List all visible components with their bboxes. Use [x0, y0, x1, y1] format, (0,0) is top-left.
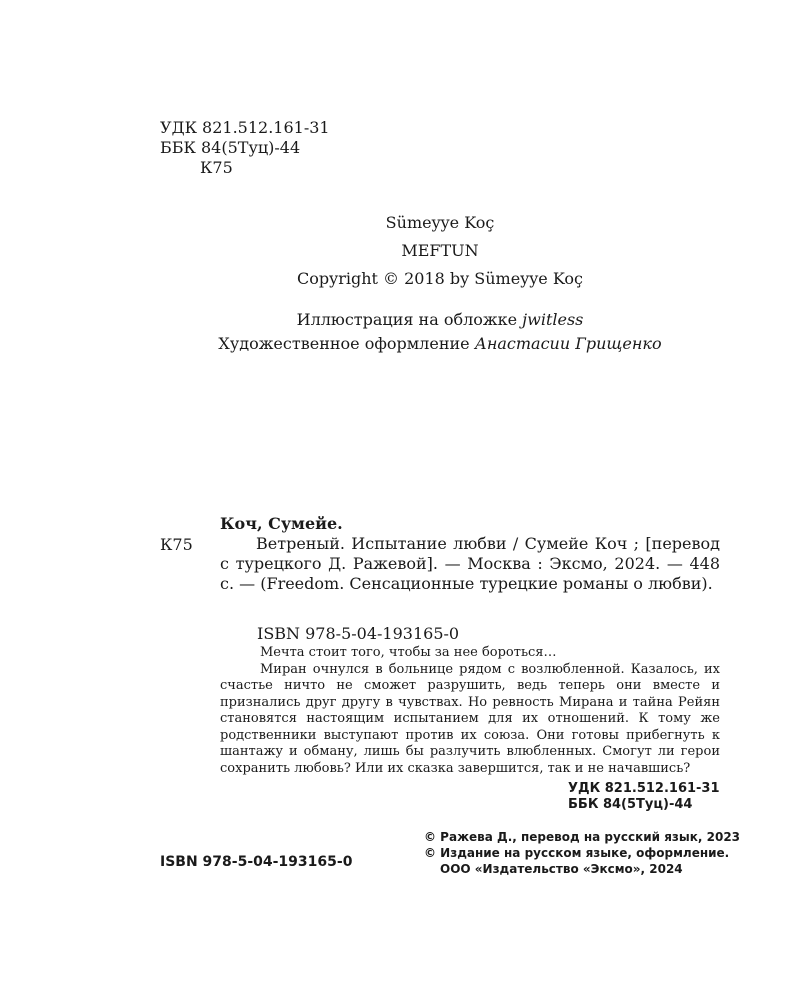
original-copyright: Copyright © 2018 by Sümeyye Koç: [297, 269, 583, 288]
udk-code-bottom: УДК 821.512.161-31: [568, 781, 720, 796]
bibliographic-isbn: ISBN 978-5-04-193165-0: [257, 624, 460, 643]
illustration-credit: [0, 310, 800, 329]
classification-block-bottom: [568, 781, 720, 813]
classification-block-top: [160, 118, 330, 178]
copyright-translation: © Ражева Д., перевод на русский язык, 2023: [424, 830, 741, 844]
bibliographic-author: Коч, Сумейе.: [220, 514, 343, 533]
copyright-notices: [424, 829, 740, 877]
illustrator-name: jwitless: [522, 310, 584, 329]
isbn-bottom: ISBN 978-5-04-193165-0: [160, 854, 353, 870]
bibliographic-code: К75: [160, 535, 193, 554]
annotation-body: Миран очнулся в больнице рядом с возлюбленной. Казалось, их счастье ничто не сможет разрушить, ведь теперь они вместе и признались друг другу в чувствах. Но ревность Мирана и тайна Рейян становятся настоящим испытанием для их отношений. К тому же родственники выступают против их союза. Они готовы прибегнуть к шантажу и обману, лишь бы разлучить влюбленных. Смогут ли герои сохранить любовь? Или их сказка завершится, так и не начавшись?: [220, 661, 720, 776]
illustration-label: Иллюстрация на обложке: [296, 310, 523, 329]
design-label: Художественное оформление: [218, 334, 475, 353]
udk-code: УДК 821.512.161-31: [160, 118, 330, 137]
design-credit: [0, 334, 800, 353]
original-author: Sümeyye Koç: [385, 213, 495, 232]
copyright-edition: © Издание на русском языке, оформление.: [424, 846, 730, 860]
annotation: [220, 645, 720, 777]
bibliographic-record: [220, 514, 720, 594]
bbk-code: ББК 84(5Туц)-44: [160, 138, 301, 157]
copyright-publisher: ООО «Издательство «Эксмо», 2024: [440, 862, 683, 876]
original-title: MEFTUN: [401, 241, 479, 260]
annotation-tagline: Мечта стоит того, чтобы за нее бороться…: [260, 645, 557, 660]
bbk-code-bottom: ББК 84(5Туц)-44: [568, 797, 693, 812]
author-mark: К75: [200, 158, 233, 177]
bibliographic-description: Ветреный. Испытание любви / Сумейе Коч ; [перевод с турецкого Д. Ражевой]. — Москва : Эксмо, 2024. — 448 с. — (Freedom. Сенсационные турецкие романы о любви).: [220, 534, 720, 593]
designer-name: Анастасии Грищенко: [474, 334, 662, 353]
